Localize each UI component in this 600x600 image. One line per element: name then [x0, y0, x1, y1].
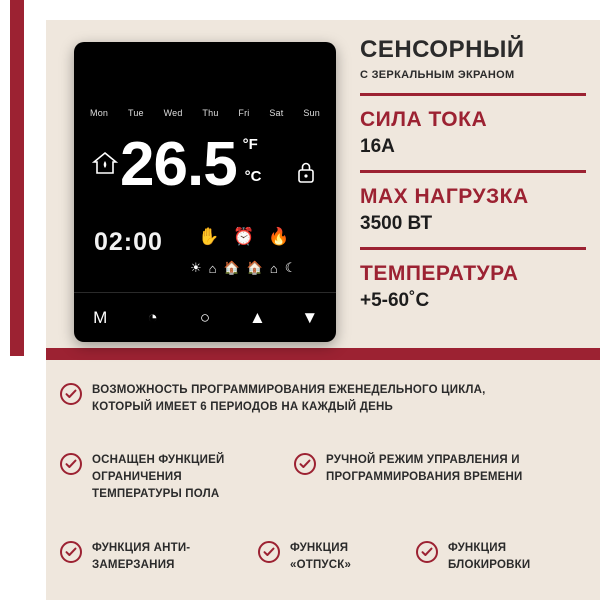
feature-item-6: [416, 540, 576, 574]
spec-load-value: 3500 ВТ: [360, 213, 433, 234]
clock-readout: 02:00: [94, 228, 163, 256]
check-icon-2: [60, 453, 82, 475]
menu-button[interactable]: M: [93, 308, 108, 327]
spec-divider-1: [360, 93, 586, 96]
spec-temperature: [360, 262, 592, 312]
decor-red-horizontal-bar: [46, 348, 600, 360]
feature-item-5: [258, 540, 408, 574]
weekday-wed: Wed: [163, 108, 183, 118]
weekday-sun: Sun: [303, 108, 320, 118]
moon-icon: ☾: [284, 260, 297, 275]
power-button[interactable]: ○: [199, 308, 211, 327]
home-icon-2: ⌂: [269, 260, 278, 276]
spec-divider-2: [360, 170, 586, 173]
feature-text-4: ФУНКЦИЯ АНТИ-ЗАМЕРЗАНИЯ: [92, 542, 191, 571]
device-divider: [74, 292, 336, 293]
sun-icon: ☀: [190, 260, 202, 275]
decor-red-vertical-bar: [10, 0, 24, 356]
home-heat-icon: [92, 150, 118, 176]
feature-item-1: [60, 382, 490, 416]
celsius-label: °C: [244, 168, 262, 185]
feature-text-6: ФУНКЦИЯ БЛОКИРОВКИ: [448, 542, 531, 571]
manual-mode-icon: ✋: [198, 227, 220, 246]
weekday-tue: Tue: [127, 108, 144, 118]
mode-icon-row: [198, 228, 290, 245]
thermostat-device: [74, 42, 336, 342]
feature-item-4: [60, 540, 240, 574]
feature-item-3: [294, 452, 524, 486]
period-icon-row: [190, 260, 296, 276]
home-icon-1: ⌂: [208, 260, 217, 276]
feature-text-5: ФУНКЦИЯ «ОТПУСК»: [290, 542, 352, 571]
display-main: [92, 130, 320, 214]
spec-load-label: MAX НАГРУЗКА: [360, 185, 529, 208]
home-away-icon-2: 🏠: [246, 260, 263, 275]
feature-text-2: ОСНАЩЕН ФУНКЦИЕЙ ОГРАНИЧЕНИЯ ТЕМПЕРАТУРЫ ПОЛА: [92, 454, 225, 500]
timer-mode-icon: ⏰: [233, 227, 255, 246]
spec-temperature-label: ТЕМПЕРАТУРА: [360, 262, 519, 285]
spec-divider-3: [360, 247, 586, 250]
feature-list: [46, 372, 600, 592]
check-icon-3: [294, 453, 316, 475]
spec-current-value: 16А: [360, 136, 395, 157]
home-away-icon-1: 🏠: [223, 260, 240, 275]
weekday-thu: Thu: [202, 108, 219, 118]
check-icon-4: [60, 541, 82, 563]
check-icon-1: [60, 383, 82, 405]
fahrenheit-label: °F: [242, 136, 258, 153]
feature-text-1: ВОЗМОЖНОСТЬ ПРОГРАММИРОВАНИЯ ЕЖЕНЕДЕЛЬНОГО ЦИКЛА, КОТОРЫЙ ИМЕЕТ 6 ПЕРИОДОВ НА КАЖДЫЙ ДЕНЬ: [92, 384, 486, 413]
weekday-fri: Fri: [238, 108, 250, 118]
up-button[interactable]: ▲: [248, 308, 266, 327]
weekday-mon: Mon: [90, 108, 109, 118]
decor-white-bottom-bar: [0, 360, 46, 600]
temperature-units: [239, 134, 279, 196]
weekday-sat: Sat: [269, 108, 284, 118]
spec-current-label: СИЛА ТОКА: [360, 108, 488, 131]
check-icon-5: [258, 541, 280, 563]
temperature-value: 26.5: [120, 130, 237, 199]
device-button-row: [74, 294, 336, 342]
promo-title: СЕНСОРНЫЙ: [360, 36, 525, 63]
heating-icon: 🔥: [268, 227, 290, 246]
clock-button[interactable]: ◔: [147, 308, 158, 327]
lock-icon: [296, 160, 316, 184]
down-button[interactable]: ▼: [301, 308, 319, 327]
spec-current: [360, 108, 592, 158]
spec-column: [360, 36, 592, 318]
promo-subtitle: С ЗЕРКАЛЬНЫМ ЭКРАНОМ: [360, 69, 515, 81]
spec-temperature-value: +5-60˚C: [360, 290, 430, 311]
decor-white-top-bar: [46, 0, 600, 20]
check-icon-6: [416, 541, 438, 563]
feature-item-2: [60, 452, 260, 503]
spec-load: [360, 185, 592, 235]
temperature-readout: [120, 130, 279, 199]
feature-text-3: РУЧНОЙ РЕЖИМ УПРАВЛЕНИЯ И ПРОГРАММИРОВАНИЯ ВРЕМЕНИ: [326, 454, 523, 483]
weekday-row: [90, 108, 320, 118]
